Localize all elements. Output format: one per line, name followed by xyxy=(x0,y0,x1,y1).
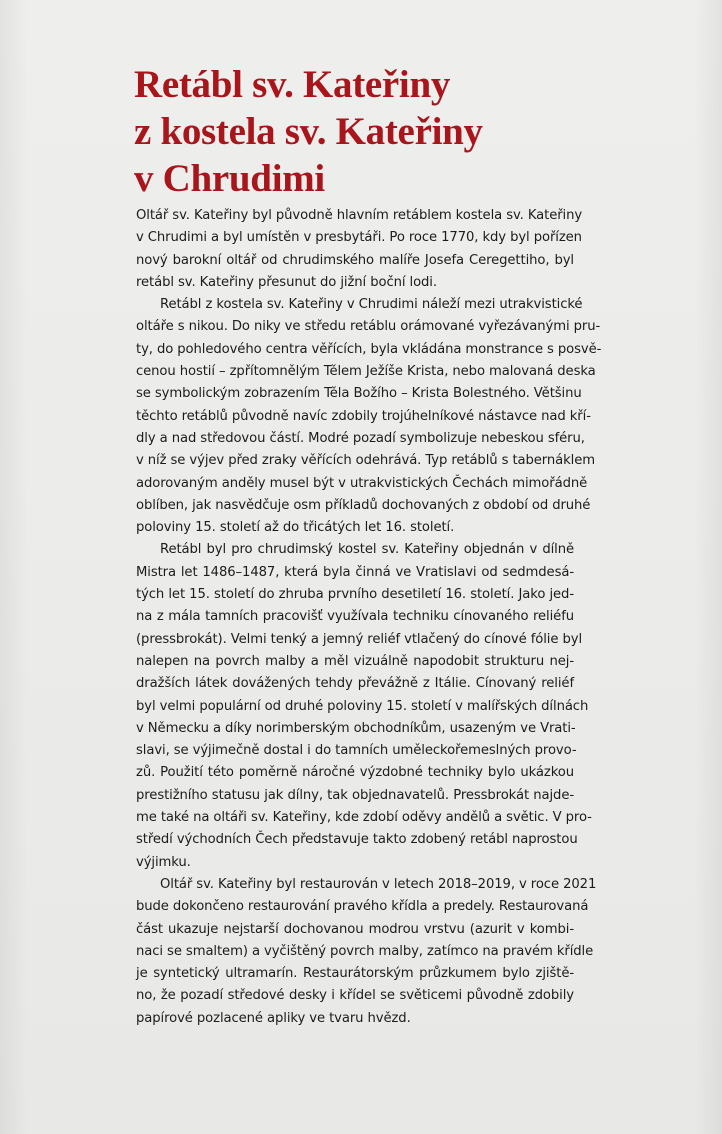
paragraph-line: v Německu a díky norimberským obchodníkům, usazeným ve Vrati- xyxy=(136,720,576,736)
paragraph-line: Oltář sv. Kateřiny byl původně hlavním retáblem kostela sv. Kateřiny xyxy=(136,208,583,223)
paragraph-line: bude dokončeno restaurování pravého křídla a predely. Restaurovaná xyxy=(136,899,589,915)
panel-body-text xyxy=(136,205,602,1030)
paragraph-line: no, že pozadí středové desky i křídel se světicemi původně zdobily xyxy=(136,988,574,1004)
paragraph-line: papírové pozlacené apliky ve tvaru hvězd. xyxy=(136,1010,411,1026)
body-paragraph xyxy=(136,205,583,294)
paragraph-line: naci se smaltem) a vyčištěný povrch malby, zatímco na pravém křídle xyxy=(136,943,594,959)
paragraph-line: Retábl z kostela sv. Kateřiny v Chrudimi náleží mezi utrakvistické xyxy=(160,297,583,313)
paragraph-line: prestižního statusu jak dílny, tak objednavatelů. Pressbrokát najde- xyxy=(136,787,574,803)
paragraph-line: poloviny 15. století až do třicátých let 16. století. xyxy=(136,520,455,536)
body-paragraph xyxy=(136,539,592,873)
panel-title xyxy=(134,61,654,202)
title-line: v Chrudimi xyxy=(134,157,325,200)
paragraph-line: oblíben, jak nasvědčuje osm příkladů dochovaných z období od druhé xyxy=(136,497,591,513)
paragraph-line: výjimku. xyxy=(136,854,191,870)
paragraph-line: (pressbrokát). Velmi tenký a jemný reliéf vtlačený do cínové fólie byl xyxy=(136,631,583,647)
paragraph-line: se symbolickým zobrazením Těla Božího – Krista Bolestného. Většinu xyxy=(136,386,582,402)
title-line: Retábl sv. Kateřiny xyxy=(134,63,451,106)
paragraph-line: ty, do pohledového centra věřících, byla vkládána monstrance s posvě- xyxy=(136,341,602,357)
paragraph-line: část ukazuje nejstarší dochovanou modrou vrstvu (azurit v kombi- xyxy=(136,921,574,937)
body-paragraph xyxy=(136,294,602,539)
paragraph-line: cenou hostií – zpřítomnělým Tělem Ježíše Krista, nebo malovaná deska xyxy=(136,364,596,380)
paragraph-line: Mistra let 1486–1487, která byla činná ve Vratislavi od sedmdesá- xyxy=(136,564,574,580)
paragraph-line: adorovaným anděly musel být v utrakvistických Čechách mimořádně xyxy=(136,475,588,491)
paragraph-line: Retábl byl pro chrudimský kostel sv. Kateřiny objednán v dílně xyxy=(160,542,574,558)
paragraph-line: zů. Použití této poměrně náročné výzdobné techniky bylo ukázkou xyxy=(136,765,574,781)
right-edge-shadow xyxy=(694,0,722,1134)
paragraph-line: oltáře s nikou. Do niky ve středu retáblu orámované vyřezávanými pru- xyxy=(136,319,601,335)
paragraph-line: v Chrudimi a byl umístěn v presbytáři. Po roce 1770, kdy byl pořízen xyxy=(136,230,582,246)
paragraph-line: me také na oltáři sv. Kateřiny, kde zdobí oděvy andělů a světic. V pro- xyxy=(136,810,592,826)
title-line: z kostela sv. Kateřiny xyxy=(134,110,483,153)
paragraph-line: dražších látek dovážených tehdy převážně z Itálie. Cínovaný reliéf xyxy=(136,676,574,692)
paragraph-line: v níž se výjev před zraky věřících odehrává. Typ retáblů s tabernáklem xyxy=(136,453,595,469)
body-paragraph xyxy=(136,874,597,1030)
paragraph-line: těchto retáblů původně navíc zdobily trojúhelníkové nástavce nad kří- xyxy=(136,408,591,424)
paragraph-line: byl velmi populární od druhé poloviny 15. století v malířských dílnách xyxy=(136,698,589,714)
paragraph-line: slavi, se výjimečně dostal i do tamních uměleckořemeslných provo- xyxy=(136,743,577,759)
paragraph-line: dly a nad středovou částí. Modré pozadí symbolizuje nebeskou sféru, xyxy=(136,430,585,446)
paragraph-line: středí východních Čech představuje takto zdobený retábl naprostou xyxy=(136,832,578,848)
paragraph-line: nový barokní oltář od chrudimského malíře Josefa Ceregettiho, byl xyxy=(136,252,574,268)
left-edge-shadow xyxy=(0,0,28,1134)
paragraph-line: retábl sv. Kateřiny přesunut do jižní boční lodi. xyxy=(136,274,437,290)
paragraph-line: nalepen na povrch malby a měl vizuálně napodobit strukturu nej- xyxy=(136,653,574,669)
paragraph-line: je syntetický ultramarín. Restaurátorským průzkumem bylo zjiště- xyxy=(136,966,574,982)
paragraph-line: tých let 15. století do zhruba prvního desetiletí 16. století. Jako jed- xyxy=(136,587,574,603)
paragraph-line: na z mála tamních pracovišť využívala techniku cínovaného reliéfu xyxy=(136,609,574,625)
paragraph-line: Oltář sv. Kateřiny byl restaurován v letech 2018–2019, v roce 2021 xyxy=(160,876,597,892)
